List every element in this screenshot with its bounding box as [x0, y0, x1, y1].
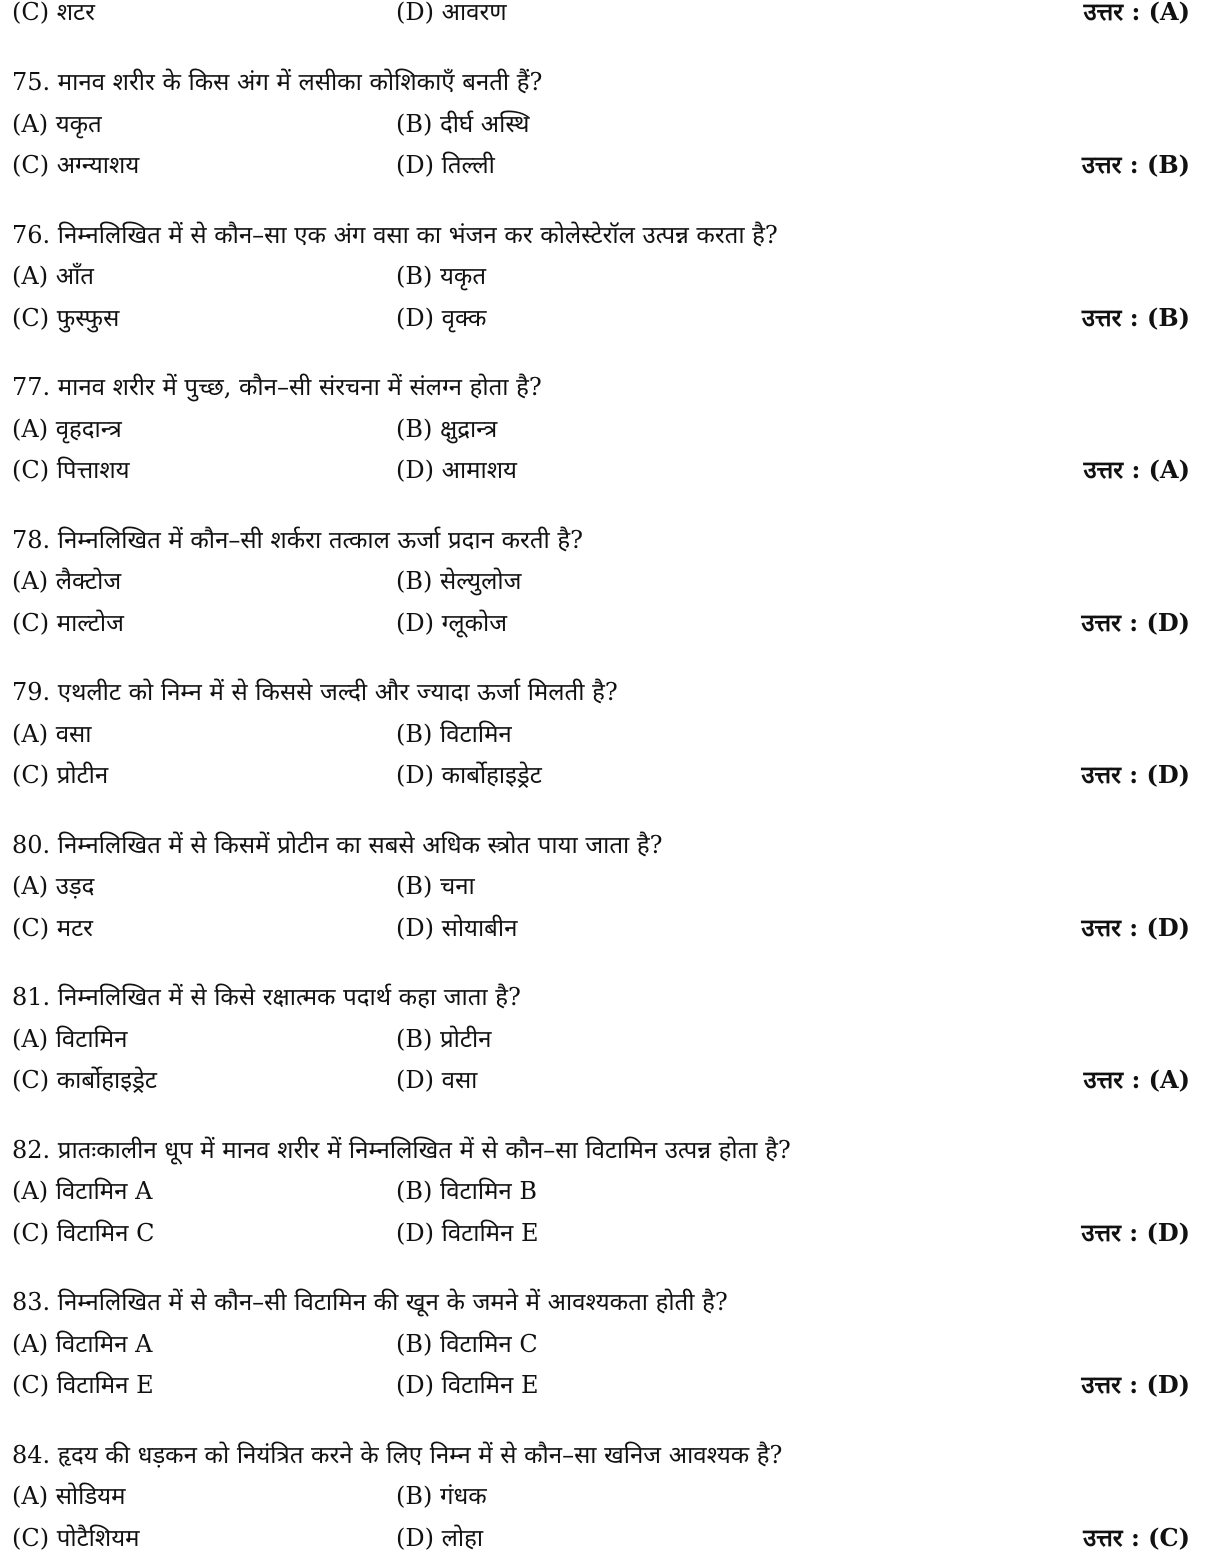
option-a: (A) सोडियम	[12, 1482, 126, 1510]
answer-label: उत्तर : (D)	[1081, 912, 1190, 942]
option-b: (B) चना	[396, 872, 475, 900]
options-row-cd	[0, 603, 1226, 643]
options-row-ab	[0, 256, 1226, 296]
option-c: (C) अग्न्याशय	[12, 151, 140, 179]
question-text: 82. प्रातःकालीन धूप में मानव शरीर में निम्नलिखित में से कौन–सा विटामिन उत्पन्न होता है?	[12, 1135, 791, 1164]
question-text: 80. निम्नलिखित में से किसमें प्रोटीन का सबसे अधिक स्त्रोत पाया जाता है?	[12, 830, 663, 859]
options-row-cd	[0, 908, 1226, 948]
options-row-cd	[0, 1518, 1226, 1558]
options-row-ab	[0, 714, 1226, 754]
question-text: 81. निम्नलिखित में से किसे रक्षात्मक पदार्थ कहा जाता है?	[12, 983, 521, 1011]
answer-label: उत्तर : (D)	[1081, 760, 1190, 789]
question-text: 78. निम्नलिखित में कौन–सी शर्करा तत्काल ऊर्जा प्रदान करती है?	[12, 525, 583, 554]
option-c: (C) फुस्फुस	[12, 303, 120, 332]
question-text-row	[0, 520, 1226, 560]
option-b: (B) दीर्घ अस्थि	[396, 109, 530, 138]
answer-label: उत्तर : (A)	[1083, 455, 1190, 484]
option-a: (A) विटामिन A	[12, 1177, 153, 1205]
answer-label: उत्तर : (D)	[1081, 1217, 1190, 1247]
option-b: (B) विटामिन C	[396, 1329, 538, 1358]
option-a: (A) वृहदान्त्र	[12, 414, 122, 443]
question-text: 76. निम्नलिखित में से कौन–सा एक अंग वसा का भंजन कर कोलेस्टेरॉल उत्पन्न करता है?	[12, 220, 778, 249]
options-row-ab	[0, 1476, 1226, 1516]
option-a: (A) लैक्टोज	[12, 567, 122, 595]
question-text-row	[0, 1435, 1226, 1475]
option-c: (C) मटर	[12, 913, 93, 942]
question-text: 84. हृदय की धड़कन को नियंत्रित करने के लिए निम्न में से कौन–सा खनिज आवश्यक है?	[12, 1440, 783, 1469]
question-text-row	[0, 1130, 1226, 1170]
options-row-cd-74	[0, 0, 1226, 32]
option-b: (B) क्षुद्रान्त्र	[396, 414, 498, 443]
option-d: (D) विटामिन E	[396, 1371, 539, 1399]
answer-label: उत्तर : (B)	[1081, 302, 1190, 332]
question-text-row	[0, 1282, 1226, 1322]
question-text-row	[0, 672, 1226, 712]
option-c: (C) शटर	[12, 0, 95, 26]
option-d: (D) वृक्क	[396, 303, 487, 332]
options-row-cd	[0, 450, 1226, 490]
options-row-ab	[0, 409, 1226, 449]
options-row-cd	[0, 1365, 1226, 1405]
options-row-ab	[0, 1324, 1226, 1364]
option-a: (A) वसा	[12, 719, 92, 748]
option-a: (A) उड़द	[12, 872, 95, 900]
question-text: 79. एथलीट को निम्न में से किससे जल्दी और ज्यादा ऊर्जा मिलती है?	[12, 678, 618, 706]
option-b: (B) गंधक	[396, 1482, 487, 1510]
answer-label: उत्तर : (B)	[1081, 150, 1190, 179]
answer-label: उत्तर : (D)	[1081, 1370, 1190, 1399]
option-c: (C) कार्बोहाइड्रेट	[12, 1066, 157, 1094]
option-d: (D) ग्लूकोज	[396, 608, 508, 637]
option-c: (C) माल्टोज	[12, 608, 124, 637]
option-d: (D) सोयाबीन	[396, 913, 518, 942]
answer-label: उत्तर : (D)	[1081, 607, 1190, 637]
options-row-ab	[0, 1019, 1226, 1059]
options-row-cd	[0, 755, 1226, 795]
question-text-row	[0, 367, 1226, 407]
options-row-cd	[0, 298, 1226, 338]
option-d: (D) विटामिन E	[396, 1218, 539, 1247]
option-d: (D) कार्बोहाइड्रेट	[396, 761, 542, 789]
option-d: (D) वसा	[396, 1066, 478, 1094]
question-text-row	[0, 62, 1226, 102]
options-row-ab	[0, 561, 1226, 601]
options-row-ab	[0, 1171, 1226, 1211]
option-a: (A) आँत	[12, 262, 94, 290]
options-row-cd	[0, 145, 1226, 185]
option-c: (C) विटामिन C	[12, 1218, 155, 1247]
question-text-row	[0, 977, 1226, 1017]
question-text-row	[0, 215, 1226, 255]
option-d: (D) लोहा	[396, 1523, 484, 1552]
option-d: (D) आवरण	[396, 0, 507, 26]
option-a: (A) विटामिन	[12, 1024, 128, 1053]
answer-label: उत्तर : (C)	[1083, 1522, 1190, 1552]
option-b: (B) प्रोटीन	[396, 1024, 492, 1053]
option-b: (B) सेल्युलोज	[396, 567, 522, 595]
option-b: (B) विटामिन	[396, 719, 512, 748]
option-c: (C) पित्ताशय	[12, 456, 130, 484]
option-a: (A) विटामिन A	[12, 1329, 153, 1358]
question-text: 75. मानव शरीर के किस अंग में लसीका कोशिकाएँ बनती हैं?	[12, 68, 543, 96]
option-d: (D) आमाशय	[396, 456, 517, 484]
option-d: (D) तिल्ली	[396, 151, 495, 179]
options-row-cd	[0, 1213, 1226, 1253]
options-row-cd	[0, 1060, 1226, 1100]
question-text: 83. निम्नलिखित में से कौन–सी विटामिन की खून के जमने में आवश्यकता होती है?	[12, 1288, 728, 1316]
option-c: (C) विटामिन E	[12, 1371, 154, 1399]
option-b: (B) यकृत	[396, 262, 487, 290]
options-row-ab	[0, 866, 1226, 906]
option-c: (C) पोटैशियम	[12, 1523, 140, 1552]
answer-label: उत्तर : (A)	[1083, 0, 1190, 26]
question-text-row	[0, 825, 1226, 865]
option-a: (A) यकृत	[12, 109, 102, 138]
option-b: (B) विटामिन B	[396, 1177, 538, 1205]
options-row-ab	[0, 104, 1226, 144]
answer-label: उत्तर : (A)	[1083, 1065, 1190, 1094]
question-text: 77. मानव शरीर में पुच्छ, कौन–सी संरचना में संलग्न होता है?	[12, 373, 542, 401]
option-c: (C) प्रोटीन	[12, 761, 109, 789]
